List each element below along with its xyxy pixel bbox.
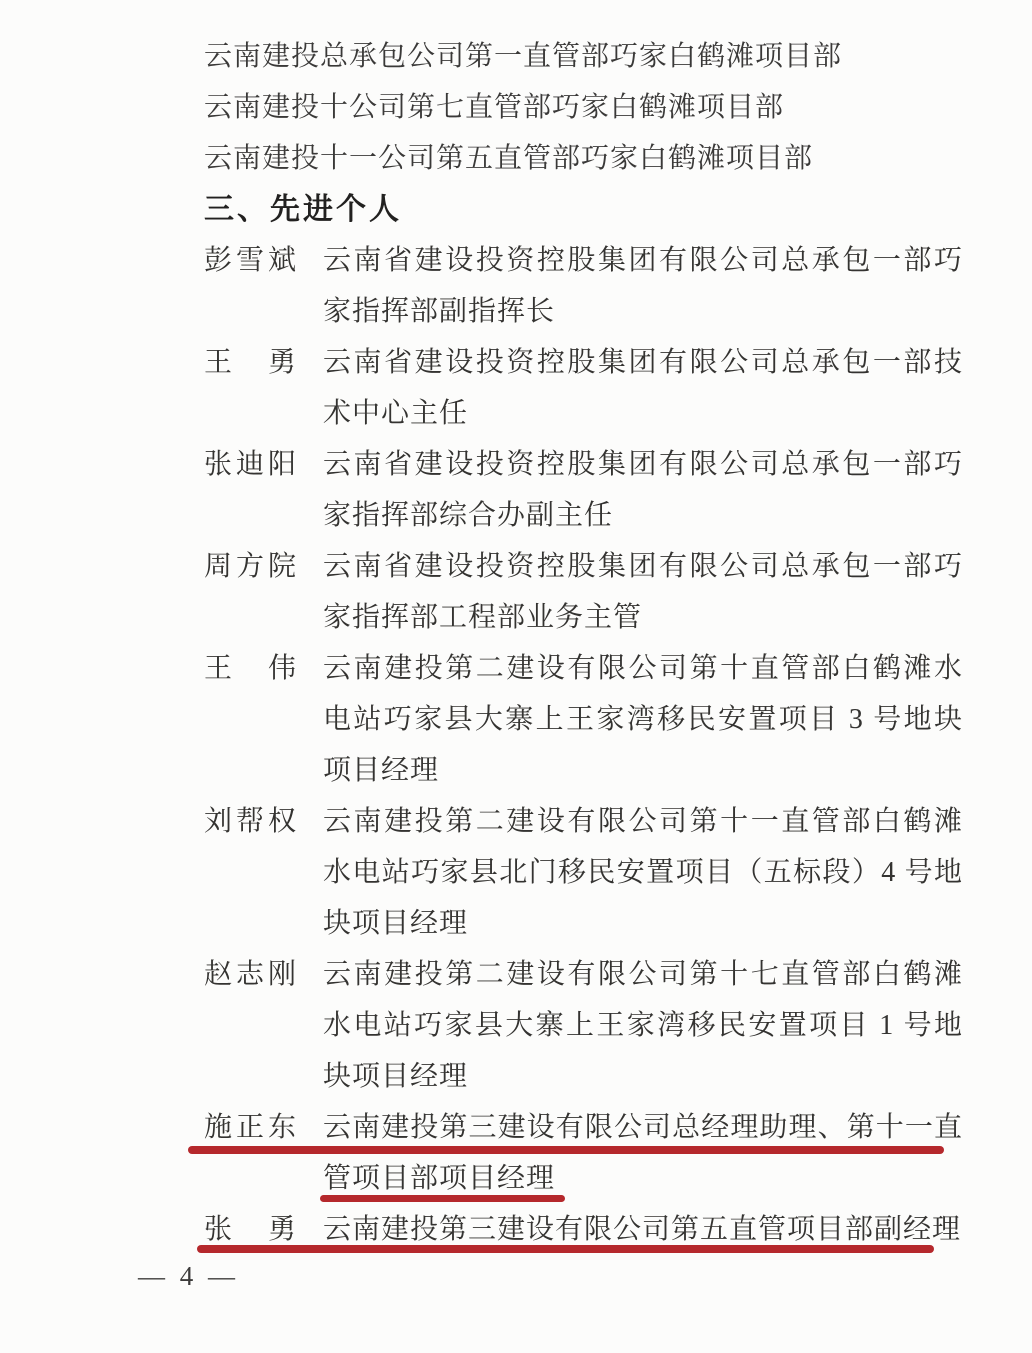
individual-role-line: 云南省建设投资控股集团有限公司总承包一部巧 — [323, 449, 963, 480]
individual-entry — [204, 643, 964, 796]
individual-name: 张勇 — [204, 1214, 296, 1245]
individual-role — [323, 235, 963, 337]
individual-role-line: 块项目经理 — [323, 908, 469, 939]
individual-name: 施正东 — [204, 1112, 296, 1143]
individual-entry — [204, 439, 964, 541]
individual-name: 周方院 — [204, 551, 296, 582]
individual-name: 彭雪斌 — [204, 245, 296, 276]
individual-entry — [204, 949, 964, 1102]
individual-award-list — [204, 235, 964, 1255]
individual-role — [323, 337, 963, 439]
individual-entry — [204, 796, 964, 949]
individual-role-line: 块项目经理 — [323, 1061, 469, 1092]
individual-role-line: 家指挥部副指挥长 — [323, 296, 556, 327]
individual-role — [323, 949, 963, 1102]
individual-role — [323, 541, 963, 643]
awarded-org-list — [204, 31, 964, 184]
red-underline-1 — [188, 1146, 944, 1154]
individual-role-line: 云南建投第二建设有限公司第十七直管部白鹤滩 — [323, 959, 963, 990]
individual-role-line: 术中心主任 — [323, 398, 469, 429]
individual-role-line: 家指挥部工程部业务主管 — [323, 602, 643, 633]
individual-role-line: 水电站巧家县北门移民安置项目（五标段）4 号地 — [323, 857, 963, 888]
section-heading: 三、先进个人 — [204, 192, 402, 227]
individual-role-line: 云南建投第三建设有限公司第五直管项目部副经理 — [323, 1214, 962, 1245]
awarded-org-line: 云南建投十一公司第五直管部巧家白鹤滩项目部 — [204, 143, 814, 174]
individual-role-line: 水电站巧家县大寨上王家湾移民安置项目 1 号地 — [323, 1010, 963, 1041]
individual-role — [323, 796, 963, 949]
individual-entry — [204, 541, 964, 643]
individual-role-line: 云南建投第三建设有限公司总经理助理、第十一直 — [323, 1112, 963, 1143]
red-underline-2 — [320, 1195, 565, 1202]
document-content — [204, 31, 964, 1255]
awarded-org-line: 云南建投十公司第七直管部巧家白鹤滩项目部 — [204, 92, 785, 123]
individual-name: 刘帮权 — [204, 806, 296, 837]
red-underline-3 — [197, 1245, 934, 1253]
individual-role-line: 云南省建设投资控股集团有限公司总承包一部巧 — [323, 245, 963, 276]
individual-name: 王勇 — [204, 347, 296, 378]
individual-name: 赵志刚 — [204, 959, 296, 990]
individual-role-line: 云南建投第二建设有限公司第十直管部白鹤滩水 — [323, 653, 963, 684]
individual-role-line: 云南建投第二建设有限公司第十一直管部白鹤滩 — [323, 806, 963, 837]
individual-role-line: 云南省建设投资控股集团有限公司总承包一部技 — [323, 347, 963, 378]
individual-role — [323, 643, 963, 796]
individual-entry — [204, 235, 964, 337]
individual-entry — [204, 337, 964, 439]
individual-role-line: 云南省建设投资控股集团有限公司总承包一部巧 — [323, 551, 963, 582]
awarded-org-line: 云南建投总承包公司第一直管部巧家白鹤滩项目部 — [204, 41, 843, 72]
individual-role-line: 电站巧家县大寨上王家湾移民安置项目 3 号地块 — [323, 704, 963, 735]
page-number: — 4 — — [138, 1261, 239, 1291]
individual-name: 王伟 — [204, 653, 296, 684]
individual-name: 张迪阳 — [204, 449, 296, 480]
individual-role — [323, 439, 963, 541]
individual-role-line: 项目经理 — [323, 755, 440, 786]
individual-role-line: 家指挥部综合办副主任 — [323, 500, 614, 531]
individual-role-line: 管项目部项目经理 — [323, 1163, 556, 1194]
